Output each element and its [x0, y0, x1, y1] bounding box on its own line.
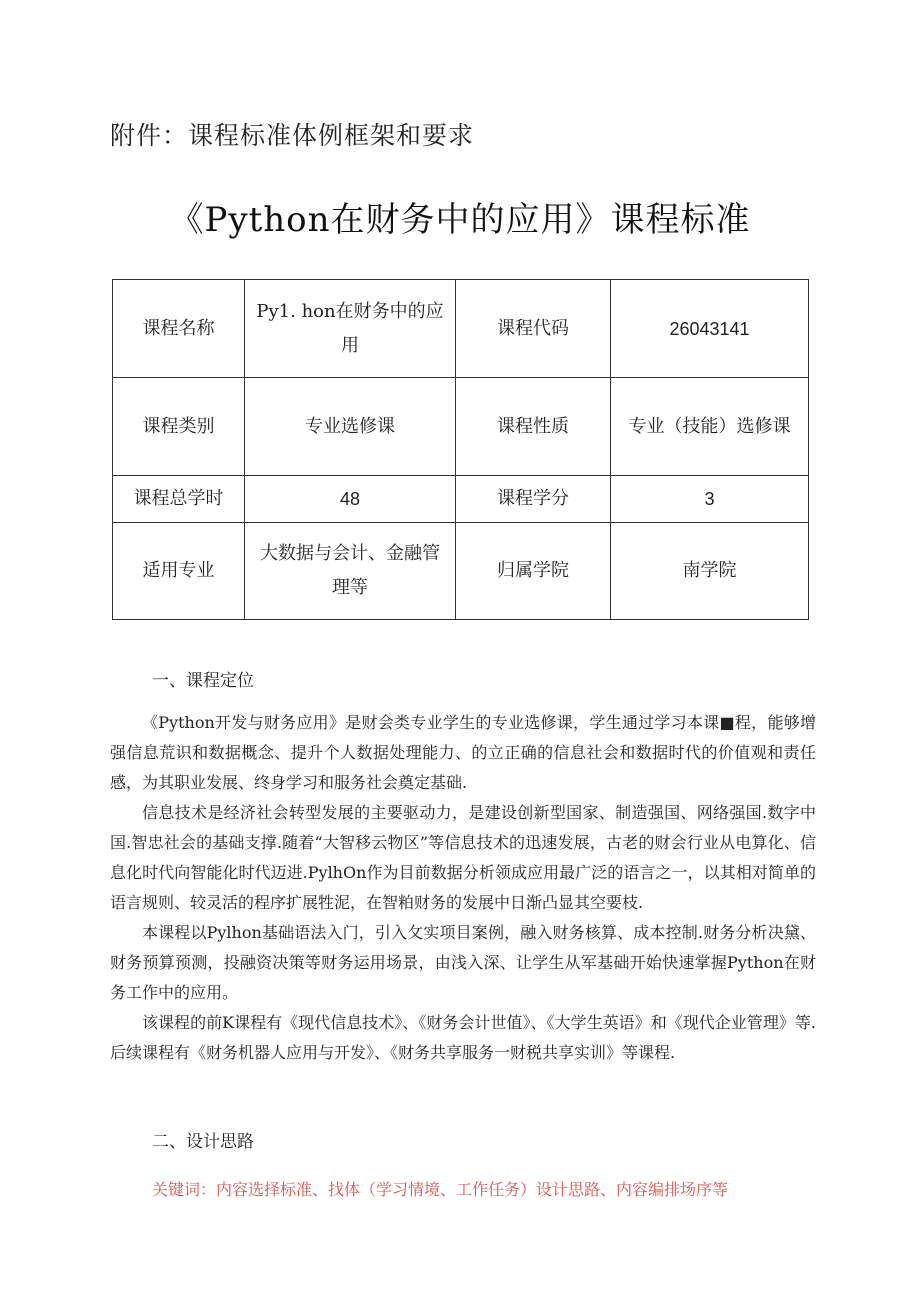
college-label: 归属学院 [456, 523, 611, 620]
hours-label: 课程总学时 [113, 476, 245, 523]
major-value: 大数据与会计、金融管理等 [245, 523, 456, 620]
course-name-label: 课程名称 [113, 280, 245, 378]
section-heading-design: 二、设计思路 [152, 1132, 254, 1152]
nature-label: 课程性质 [456, 378, 611, 476]
course-code-value: 26043141 [611, 280, 809, 378]
course-info-table [112, 279, 809, 620]
credits-value: 3 [611, 476, 809, 523]
major-label: 适用专业 [113, 523, 245, 620]
paragraph: 信息技术是经济社会转型发展的主要驱动力，是建设创新型国家、制造强国、网络强国.数字中国.智忠社会的基础支撑.随着“大智移云物区”等信息技术的迅速发展，古老的财会行业从电算化、信息化时代向智能化时代迈进.PylhOn作为目前数据分析领成应用最广泛的语言之一，以其相对简单的语言规则、较灵活的程序扩展牲泥，在智粕财务的发展中日渐凸显其空要枝. [110, 803, 816, 912]
credits-label: 课程学分 [456, 476, 611, 523]
paragraph: 本课程以Pylhon基础语法入门，引入攵实项目案例，融入财务核算、成本控制.财务分析决黛、财务预算预测，投融资决策等财务运用场景，由浅入深、让学生从军基础开始快速掌握Python在财务工作中的应用。 [110, 923, 816, 1002]
section-body [110, 708, 816, 1068]
table-row [113, 476, 809, 523]
document-title: 《Python在财务中的应用》课程标准 [169, 200, 751, 240]
table-row [113, 280, 809, 378]
table-row [113, 523, 809, 620]
category-value: 专业选修课 [245, 378, 456, 476]
college-value: 南学院 [611, 523, 809, 620]
attachment-heading: 附件：课程标准体例框架和要求 [110, 121, 475, 150]
nature-value: 专业（技能）选修课 [611, 378, 809, 476]
table-row [113, 378, 809, 476]
category-label: 课程类别 [113, 378, 245, 476]
section-heading-positioning: 一、课程定位 [152, 671, 254, 691]
course-code-label: 课程代码 [456, 280, 611, 378]
paragraph: 该课程的前K课程有《现代信息技术》、《财务会计世值》、《大学生英语》和《现代企业管理》等.后续课程有《财务机器人应用与开发》、《财务共享服务一财税共享实训》等课程. [110, 1013, 816, 1062]
keywords-note: 关键词：内容选择标准、找体（学习情境、工作任务）设计思路、内容编排场序等 [152, 1180, 729, 1199]
paragraph: 《Python开发与财务应用》是财会类专业学生的专业选修课，学生通过学习本课■程，能够增强信息荒识和数据概念、提升个人数据处理能力、的立正确的信息社会和数据时代的价值观和责任感，为其职业发展、终身学习和服务社会奠定基础. [110, 713, 816, 792]
course-name-value: Py1. hon在财务中的应用 [245, 280, 456, 378]
hours-value: 48 [245, 476, 456, 523]
